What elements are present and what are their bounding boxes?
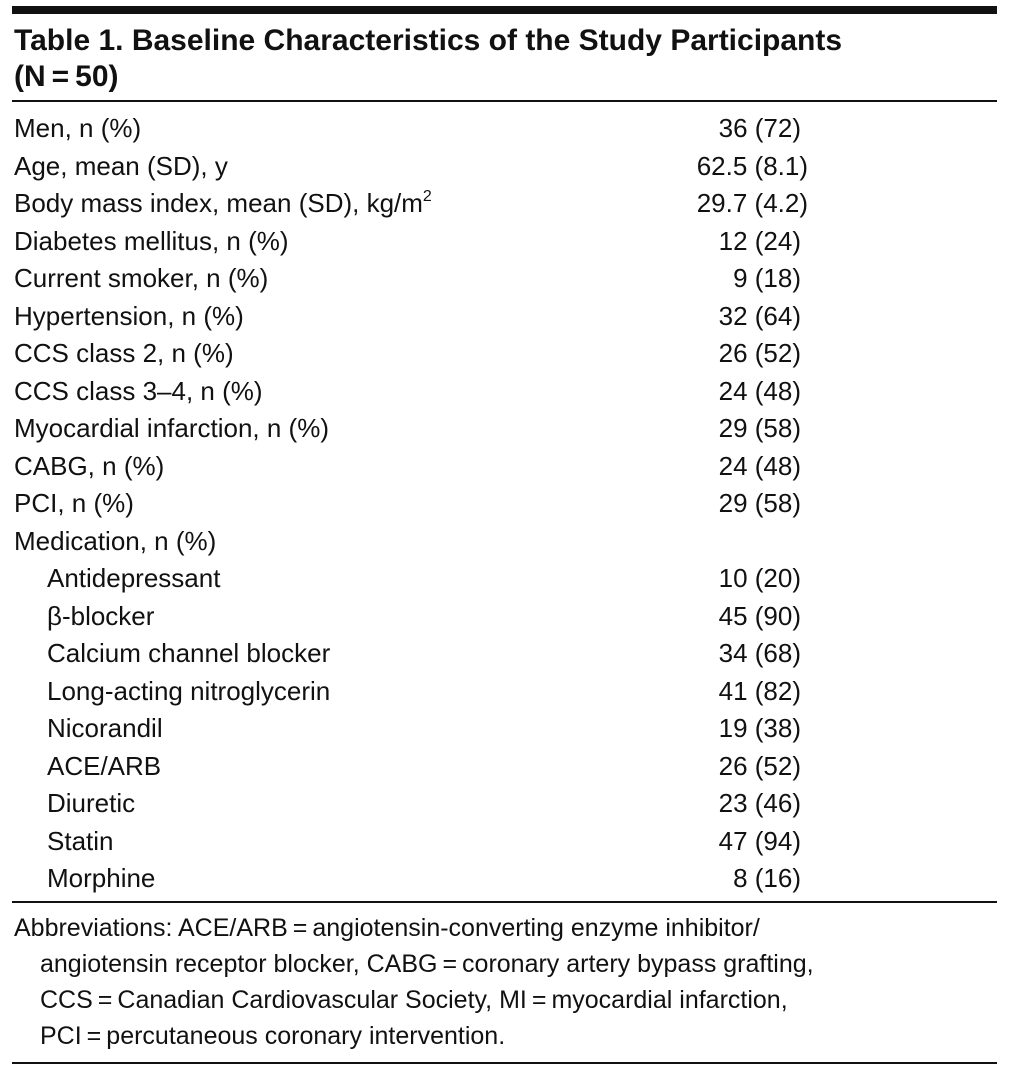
table-row-myocardial-infarction — [12, 410, 997, 448]
row-value: 9 (18) — [733, 263, 801, 293]
row-label: Long-acting nitroglycerin — [47, 675, 331, 706]
row-label: Nicorandil — [47, 713, 163, 743]
row-value: 29 (58) — [718, 413, 801, 443]
table-row-pci — [12, 485, 997, 523]
superscript: 2 — [422, 188, 432, 205]
table-row-age — [12, 148, 997, 186]
row-label: Hypertension, n (%) — [14, 300, 244, 331]
footnote-line-2: angiotensin receptor blocker, CABG = coronary artery bypass grafting, — [40, 949, 814, 978]
row-label-text: Body mass index, mean (SD), kg/m — [14, 188, 423, 218]
row-label: Statin — [47, 825, 114, 856]
table-title-line-1: Table 1. Baseline Characteristics of the Study Participants — [14, 24, 843, 57]
table-row-hypertension — [12, 298, 997, 336]
row-value: 32 (64) — [718, 300, 801, 331]
table-body — [12, 110, 997, 898]
row-label: Diabetes mellitus, n (%) — [14, 225, 289, 256]
row-value: 23 (46) — [718, 788, 801, 818]
row-value: 36 (72) — [718, 113, 801, 143]
row-label: ACE/ARB — [47, 750, 162, 781]
row-label: Men, n (%) — [14, 113, 142, 143]
table-row-ccs-2 — [12, 335, 997, 373]
row-label: Morphine — [47, 863, 156, 893]
row-value: 45 (90) — [718, 600, 801, 631]
table-row-calcium-channel-blocker — [12, 635, 997, 673]
table-bottom-rule — [12, 901, 997, 903]
table-title-line-2: (N = 50) — [14, 60, 119, 93]
table-title — [12, 23, 997, 95]
row-value: 62.5 (8.1) — [696, 150, 808, 181]
abbreviations-footnote — [12, 910, 997, 1054]
row-value: 26 (52) — [718, 338, 801, 368]
row-label: Calcium channel blocker — [47, 638, 331, 668]
row-value: 24 (48) — [718, 450, 801, 481]
row-label: PCI, n (%) — [14, 488, 134, 518]
row-value: 29 (58) — [718, 488, 801, 518]
table-row-nitroglycerin — [12, 673, 997, 711]
table-top-rule — [12, 6, 997, 14]
footnote-line-4: PCI = percutaneous coronary intervention. — [40, 1021, 506, 1050]
title-rule — [12, 100, 997, 102]
row-label: Medication, n (%) — [14, 525, 217, 556]
row-label: Age, mean (SD), y — [14, 150, 228, 181]
row-label: Antidepressant — [47, 563, 221, 593]
table-row-diabetes — [12, 223, 997, 261]
footnote-line-1: Abbreviations: ACE/ARB = angiotensin-converting enzyme inhibitor/ — [14, 913, 760, 942]
table-row-morphine — [12, 860, 997, 898]
table-row-statin — [12, 823, 997, 861]
table-row-ccs-3-4 — [12, 373, 997, 411]
table-row-antidepressant — [12, 560, 997, 598]
row-value: 29.7 (4.2) — [696, 188, 808, 218]
row-label: CABG, n (%) — [14, 450, 165, 481]
table-end-rule — [12, 1062, 997, 1064]
footnote-line-3: CCS = Canadian Cardiovascular Society, MI = myocardial infarction, — [40, 985, 788, 1014]
row-label: β-blocker — [47, 600, 155, 631]
table-row-ace-arb — [12, 748, 997, 786]
table-row-medication-header — [12, 523, 997, 561]
baseline-characteristics-table — [12, 6, 997, 1064]
row-value: 12 (24) — [718, 225, 801, 256]
row-label: CCS class 2, n (%) — [14, 338, 234, 368]
row-label: CCS class 3–4, n (%) — [14, 375, 263, 406]
table-row-smoker — [12, 260, 997, 298]
row-value: 41 (82) — [718, 675, 801, 706]
row-value: 10 (20) — [718, 563, 801, 593]
row-label — [14, 185, 432, 223]
table-row-beta-blocker — [12, 598, 997, 636]
row-value: 26 (52) — [718, 750, 801, 781]
table-row-nicorandil — [12, 710, 997, 748]
row-label: Current smoker, n (%) — [14, 263, 269, 293]
row-label: Diuretic — [47, 788, 136, 818]
table-row-cabg — [12, 448, 997, 486]
row-value: 47 (94) — [718, 825, 801, 856]
row-value: 34 (68) — [718, 638, 801, 668]
row-value: 19 (38) — [718, 713, 801, 743]
row-value: 24 (48) — [718, 375, 801, 406]
table-row-men — [12, 110, 997, 148]
table-row-diuretic — [12, 785, 997, 823]
table-row-bmi — [12, 185, 997, 223]
row-value: 8 (16) — [733, 863, 801, 893]
row-label: Myocardial infarction, n (%) — [14, 413, 329, 443]
